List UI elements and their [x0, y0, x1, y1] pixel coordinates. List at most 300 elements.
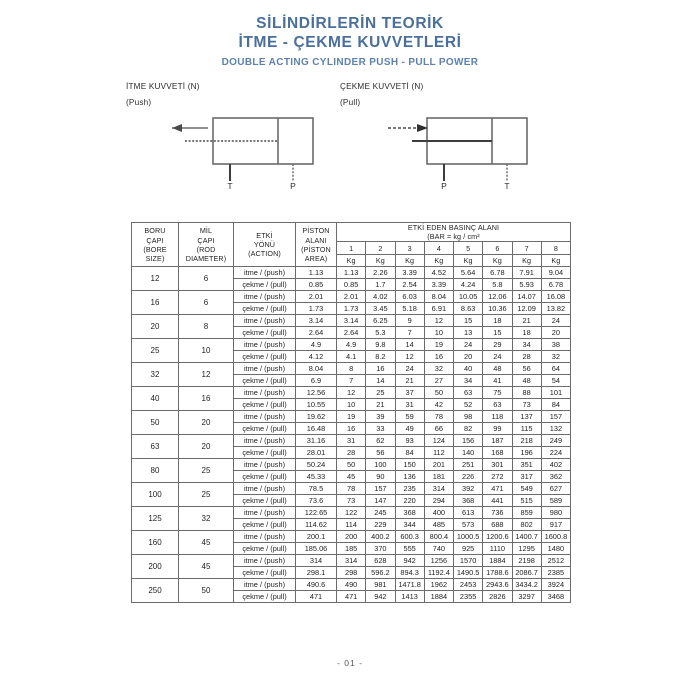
cell-rod-diameter: 20 [179, 435, 234, 459]
cell-push-bar-3: 37 [395, 387, 424, 399]
cell-push-bar-4: 124 [424, 435, 453, 447]
cell-pull-bar-6: 1788.6 [483, 567, 512, 579]
cell-piston-area-push: 3.14 [296, 315, 337, 327]
cell-pull-bar-3: 555 [395, 543, 424, 555]
cell-push-bar-1: 4.9 [337, 339, 366, 351]
cell-bore-size: 12 [132, 267, 179, 291]
cell-piston-area-push: 31.16 [296, 435, 337, 447]
cell-pull-bar-3: 220 [395, 495, 424, 507]
cell-action-push: itme / (push) [234, 459, 296, 471]
cell-pull-bar-3: 5.18 [395, 303, 424, 315]
cell-push-bar-5: 5.64 [454, 267, 483, 279]
cell-piston-area-push: 122.65 [296, 507, 337, 519]
cell-push-bar-6: 6.78 [483, 267, 512, 279]
cell-pull-bar-8: 362 [541, 471, 570, 483]
cell-action-pull: çekme / (pull) [234, 327, 296, 339]
cell-pull-bar-6: 99 [483, 423, 512, 435]
cell-push-bar-6: 48 [483, 363, 512, 375]
pull-cylinder-drawing [340, 109, 590, 189]
cell-push-bar-7: 351 [512, 459, 541, 471]
header-pressure-unit-3: Kg [395, 255, 424, 267]
cell-push-bar-1: 78 [337, 483, 366, 495]
cell-pull-bar-6: 24 [483, 351, 512, 363]
cell-push-bar-5: 1000.5 [454, 531, 483, 543]
push-caption-text: İTME KUVVETİ (N) [126, 82, 200, 91]
cell-pull-bar-5: 8.63 [454, 303, 483, 315]
cell-pull-bar-7: 5.93 [512, 279, 541, 291]
header-pressure-unit-7: Kg [512, 255, 541, 267]
cell-piston-area-push: 314 [296, 555, 337, 567]
cell-push-bar-3: 1471.8 [395, 579, 424, 591]
cell-action-push: itme / (push) [234, 363, 296, 375]
cell-action-push: itme / (push) [234, 291, 296, 303]
cell-push-bar-3: 6.03 [395, 291, 424, 303]
cell-pull-bar-1: 28 [337, 447, 366, 459]
header-action-line2: YÖNÜ [253, 240, 276, 250]
header-row-main [132, 223, 571, 242]
cell-push-bar-8: 249 [541, 435, 570, 447]
cell-pull-bar-8: 54 [541, 375, 570, 387]
cell-push-bar-7: 218 [512, 435, 541, 447]
cell-pull-bar-5: 573 [454, 519, 483, 531]
cell-pull-bar-3: 7 [395, 327, 424, 339]
cell-piston-area-pull: 1.73 [296, 303, 337, 315]
cell-pull-bar-8: 2385 [541, 567, 570, 579]
cell-push-bar-4: 12 [424, 315, 453, 327]
cell-pull-bar-1: 10 [337, 399, 366, 411]
cell-pull-bar-8: 6.78 [541, 279, 570, 291]
cell-piston-area-pull: 114.62 [296, 519, 337, 531]
cell-push-bar-1: 200 [337, 531, 366, 543]
cell-action-push: itme / (push) [234, 339, 296, 351]
cell-push-bar-1: 50 [337, 459, 366, 471]
cell-push-bar-1: 31 [337, 435, 366, 447]
cell-piston-area-pull: 73.6 [296, 495, 337, 507]
cell-push-bar-5: 156 [454, 435, 483, 447]
cell-action-pull: çekme / (pull) [234, 519, 296, 531]
cell-action-pull: çekme / (pull) [234, 279, 296, 291]
cell-action-pull: çekme / (pull) [234, 447, 296, 459]
cell-push-bar-8: 38 [541, 339, 570, 351]
cell-pull-bar-4: 1192.4 [424, 567, 453, 579]
table-header [132, 223, 571, 267]
cell-pull-bar-4: 6.91 [424, 303, 453, 315]
cell-pull-bar-7: 3297 [512, 591, 541, 603]
cell-rod-diameter: 20 [179, 411, 234, 435]
cell-rod-diameter: 45 [179, 555, 234, 579]
cell-pull-bar-3: 84 [395, 447, 424, 459]
table-row [132, 555, 571, 567]
header-pressure-col-1: 1 [337, 242, 366, 255]
cell-pull-bar-7: 73 [512, 399, 541, 411]
cell-bore-size: 80 [132, 459, 179, 483]
cell-piston-area-pull: 4.12 [296, 351, 337, 363]
cell-rod-diameter: 25 [179, 459, 234, 483]
cell-pull-bar-6: 688 [483, 519, 512, 531]
cell-push-bar-1: 2.01 [337, 291, 366, 303]
cell-push-bar-8: 16.08 [541, 291, 570, 303]
cell-pull-bar-2: 21 [366, 399, 395, 411]
cell-push-bar-4: 800.4 [424, 531, 453, 543]
cell-push-bar-4: 32 [424, 363, 453, 375]
cylinder-force-table [131, 222, 571, 603]
cell-pull-bar-5: 368 [454, 495, 483, 507]
cell-rod-diameter: 10 [179, 339, 234, 363]
header-pressure-col-8: 8 [541, 242, 570, 255]
cell-piston-area-pull: 0.85 [296, 279, 337, 291]
page-number: - 01 - [337, 658, 363, 668]
table-row [132, 387, 571, 399]
cell-push-bar-5: 251 [454, 459, 483, 471]
cell-push-bar-8: 980 [541, 507, 570, 519]
cell-piston-area-push: 2.01 [296, 291, 337, 303]
cell-push-bar-6: 75 [483, 387, 512, 399]
cell-action-push: itme / (push) [234, 387, 296, 399]
cell-push-bar-2: 157 [366, 483, 395, 495]
cell-push-bar-5: 613 [454, 507, 483, 519]
cell-rod-diameter: 45 [179, 531, 234, 555]
cell-push-bar-3: 150 [395, 459, 424, 471]
table-row [132, 291, 571, 303]
cell-pull-bar-1: 16 [337, 423, 366, 435]
cell-push-bar-7: 21 [512, 315, 541, 327]
header-pressure-unit-6: Kg [483, 255, 512, 267]
cell-action-pull: çekme / (pull) [234, 591, 296, 603]
cell-pull-bar-8: 917 [541, 519, 570, 531]
header-rod-line4: DIAMETER) [185, 253, 227, 263]
cell-pull-bar-5: 4.24 [454, 279, 483, 291]
cell-pull-bar-2: 3.45 [366, 303, 395, 315]
cell-piston-area-pull: 185.06 [296, 543, 337, 555]
cell-push-bar-7: 137 [512, 411, 541, 423]
cell-pull-bar-5: 34 [454, 375, 483, 387]
cell-push-bar-2: 16 [366, 363, 395, 375]
cell-pull-bar-2: 33 [366, 423, 395, 435]
cell-pull-bar-2: 5.3 [366, 327, 395, 339]
cell-pull-bar-4: 294 [424, 495, 453, 507]
cell-action-push: itme / (push) [234, 315, 296, 327]
cell-push-bar-6: 301 [483, 459, 512, 471]
cell-pull-bar-3: 2.54 [395, 279, 424, 291]
cell-bore-size: 125 [132, 507, 179, 531]
cell-pull-bar-8: 3468 [541, 591, 570, 603]
cell-pull-bar-8: 13.82 [541, 303, 570, 315]
title-line-2: İTME - ÇEKME KUVVETLERİ [238, 34, 462, 51]
cell-pull-bar-8: 224 [541, 447, 570, 459]
table-row [132, 339, 571, 351]
cell-pull-bar-2: 14 [366, 375, 395, 387]
cell-push-bar-3: 368 [395, 507, 424, 519]
cell-piston-area-push: 200.1 [296, 531, 337, 543]
cell-pull-bar-8: 589 [541, 495, 570, 507]
header-pressure-col-7: 7 [512, 242, 541, 255]
cell-push-bar-8: 9.04 [541, 267, 570, 279]
cell-push-bar-6: 12.06 [483, 291, 512, 303]
cell-push-bar-7: 56 [512, 363, 541, 375]
force-table-container [131, 222, 570, 603]
cell-pull-bar-7: 515 [512, 495, 541, 507]
cell-rod-diameter: 16 [179, 387, 234, 411]
cell-pull-bar-4: 485 [424, 519, 453, 531]
cell-pull-bar-7: 18 [512, 327, 541, 339]
table-row [132, 459, 571, 471]
cell-push-bar-1: 19 [337, 411, 366, 423]
cell-push-bar-3: 942 [395, 555, 424, 567]
cell-pull-bar-6: 10.36 [483, 303, 512, 315]
cell-action-pull: çekme / (pull) [234, 543, 296, 555]
cell-pull-bar-2: 942 [366, 591, 395, 603]
cell-action-push: itme / (push) [234, 507, 296, 519]
cell-rod-diameter: 6 [179, 267, 234, 291]
cell-pull-bar-8: 32 [541, 351, 570, 363]
table-row [132, 363, 571, 375]
cell-pull-bar-6: 1110 [483, 543, 512, 555]
cell-pull-bar-5: 925 [454, 543, 483, 555]
cell-piston-area-pull: 6.9 [296, 375, 337, 387]
cell-pull-bar-6: 5.8 [483, 279, 512, 291]
cell-push-bar-8: 3924 [541, 579, 570, 591]
cell-action-pull: çekme / (pull) [234, 303, 296, 315]
cell-rod-diameter: 25 [179, 483, 234, 507]
cell-push-bar-5: 24 [454, 339, 483, 351]
table-row [132, 507, 571, 519]
table-row [132, 411, 571, 423]
cell-pull-bar-6: 168 [483, 447, 512, 459]
cell-action-pull: çekme / (pull) [234, 495, 296, 507]
cell-push-bar-1: 3.14 [337, 315, 366, 327]
cell-push-bar-2: 4.02 [366, 291, 395, 303]
cell-push-bar-8: 627 [541, 483, 570, 495]
header-pressure-col-3: 3 [395, 242, 424, 255]
cell-push-bar-3: 93 [395, 435, 424, 447]
cell-pull-bar-4: 1884 [424, 591, 453, 603]
cell-pull-bar-8: 20 [541, 327, 570, 339]
table-row [132, 531, 571, 543]
cell-bore-size: 32 [132, 363, 179, 387]
cell-pull-bar-8: 132 [541, 423, 570, 435]
cell-pull-bar-2: 1.7 [366, 279, 395, 291]
cell-pull-bar-1: 4.1 [337, 351, 366, 363]
cell-push-bar-3: 9 [395, 315, 424, 327]
header-pressure-unit-1: Kg [337, 255, 366, 267]
header-rod-line1: MİL [199, 226, 213, 236]
cell-push-bar-2: 9.8 [366, 339, 395, 351]
cell-pull-bar-4: 42 [424, 399, 453, 411]
header-action [234, 223, 296, 267]
cell-push-bar-4: 8.04 [424, 291, 453, 303]
cell-rod-diameter: 50 [179, 579, 234, 603]
cell-push-bar-4: 400 [424, 507, 453, 519]
cell-pull-bar-2: 229 [366, 519, 395, 531]
cell-pull-bar-7: 802 [512, 519, 541, 531]
cell-pull-bar-2: 56 [366, 447, 395, 459]
page-title [0, 0, 700, 72]
cell-rod-diameter: 8 [179, 315, 234, 339]
cell-push-bar-5: 10.05 [454, 291, 483, 303]
header-pressure-col-6: 6 [483, 242, 512, 255]
cell-push-bar-5: 15 [454, 315, 483, 327]
cell-push-bar-5: 40 [454, 363, 483, 375]
cell-push-bar-3: 24 [395, 363, 424, 375]
cell-push-bar-3: 14 [395, 339, 424, 351]
cell-bore-size: 40 [132, 387, 179, 411]
cell-pull-bar-1: 7 [337, 375, 366, 387]
cell-push-bar-1: 122 [337, 507, 366, 519]
cell-push-bar-3: 59 [395, 411, 424, 423]
header-pressure-unit-4: Kg [424, 255, 453, 267]
cell-push-bar-7: 2198 [512, 555, 541, 567]
cell-push-bar-5: 98 [454, 411, 483, 423]
cell-push-bar-5: 392 [454, 483, 483, 495]
cell-push-bar-2: 39 [366, 411, 395, 423]
cell-pull-bar-8: 84 [541, 399, 570, 411]
page-footer [0, 658, 700, 668]
pull-port-left-label: P [441, 181, 447, 189]
cell-push-bar-7: 88 [512, 387, 541, 399]
cell-action-push: itme / (push) [234, 267, 296, 279]
header-pressure-col-2: 2 [366, 242, 395, 255]
cell-push-bar-8: 157 [541, 411, 570, 423]
cylinder-diagrams [0, 80, 700, 190]
pull-caption-text: ÇEKME KUVVETİ (N) [340, 82, 424, 91]
cell-pull-bar-4: 3.39 [424, 279, 453, 291]
table-row [132, 267, 571, 279]
cell-push-bar-6: 1884 [483, 555, 512, 567]
cell-piston-area-push: 50.24 [296, 459, 337, 471]
cell-pull-bar-7: 2086.7 [512, 567, 541, 579]
cell-pull-bar-3: 344 [395, 519, 424, 531]
title-line-1: SİLİNDİRLERİN TEORİK [256, 15, 444, 32]
cell-pull-bar-7: 28 [512, 351, 541, 363]
cell-action-pull: çekme / (pull) [234, 423, 296, 435]
cell-push-bar-5: 63 [454, 387, 483, 399]
table-row [132, 483, 571, 495]
cell-pull-bar-4: 112 [424, 447, 453, 459]
header-pressure-unit-8: Kg [541, 255, 570, 267]
pull-port-right-label: T [504, 181, 510, 189]
header-pressure-group-line2: (BAR = kg / cm² [427, 232, 480, 242]
cell-bore-size: 20 [132, 315, 179, 339]
cell-push-bar-2: 25 [366, 387, 395, 399]
cell-push-bar-4: 1962 [424, 579, 453, 591]
cell-action-pull: çekme / (pull) [234, 471, 296, 483]
cell-pull-bar-1: 73 [337, 495, 366, 507]
cell-push-bar-3: 235 [395, 483, 424, 495]
cell-push-bar-4: 50 [424, 387, 453, 399]
cell-action-pull: çekme / (pull) [234, 399, 296, 411]
cell-push-bar-2: 6.25 [366, 315, 395, 327]
cell-push-bar-2: 100 [366, 459, 395, 471]
header-piston-line2: ALANI [305, 235, 327, 245]
cell-pull-bar-3: 31 [395, 399, 424, 411]
cell-pull-bar-5: 2355 [454, 591, 483, 603]
header-pressure-col-5: 5 [454, 242, 483, 255]
cell-pull-bar-6: 441 [483, 495, 512, 507]
cell-push-bar-6: 736 [483, 507, 512, 519]
cell-pull-bar-6: 2826 [483, 591, 512, 603]
cell-push-bar-6: 118 [483, 411, 512, 423]
cell-push-bar-1: 1.13 [337, 267, 366, 279]
push-port-right-label: P [290, 181, 296, 189]
cell-push-bar-7: 34 [512, 339, 541, 351]
cell-push-bar-2: 981 [366, 579, 395, 591]
cell-push-bar-7: 14.07 [512, 291, 541, 303]
cell-push-bar-8: 24 [541, 315, 570, 327]
cell-piston-area-push: 12.56 [296, 387, 337, 399]
cell-piston-area-pull: 28.01 [296, 447, 337, 459]
pull-cylinder-diagram [340, 80, 590, 190]
cell-pull-bar-2: 8.2 [366, 351, 395, 363]
cell-pull-bar-4: 16 [424, 351, 453, 363]
cell-pull-bar-2: 147 [366, 495, 395, 507]
cell-push-bar-6: 1200.6 [483, 531, 512, 543]
cell-pull-bar-6: 15 [483, 327, 512, 339]
header-action-line3: (ACTION) [248, 249, 281, 259]
cell-push-bar-3: 3.39 [395, 267, 424, 279]
cell-pull-bar-7: 196 [512, 447, 541, 459]
cell-pull-bar-3: 49 [395, 423, 424, 435]
cell-action-push: itme / (push) [234, 531, 296, 543]
header-bore-line2: ÇAPI [146, 235, 164, 245]
cell-action-push: itme / (push) [234, 483, 296, 495]
cell-piston-area-push: 490.6 [296, 579, 337, 591]
cell-piston-area-push: 19.62 [296, 411, 337, 423]
header-piston-line4: AREA) [304, 253, 328, 263]
push-cylinder-drawing [126, 109, 376, 189]
cell-push-bar-8: 101 [541, 387, 570, 399]
table-row [132, 315, 571, 327]
cell-action-pull: çekme / (pull) [234, 351, 296, 363]
table-body [132, 267, 571, 603]
cell-rod-diameter: 12 [179, 363, 234, 387]
cell-push-bar-7: 3434.2 [512, 579, 541, 591]
cell-action-push: itme / (push) [234, 555, 296, 567]
cell-pull-bar-3: 136 [395, 471, 424, 483]
cell-pull-bar-5: 52 [454, 399, 483, 411]
cell-pull-bar-5: 140 [454, 447, 483, 459]
cell-push-bar-8: 64 [541, 363, 570, 375]
cell-piston-area-pull: 471 [296, 591, 337, 603]
cell-push-bar-8: 2512 [541, 555, 570, 567]
cell-action-push: itme / (push) [234, 579, 296, 591]
cell-pull-bar-4: 10 [424, 327, 453, 339]
table-row [132, 435, 571, 447]
header-pressure-col-4: 4 [424, 242, 453, 255]
cell-push-bar-7: 549 [512, 483, 541, 495]
table-row [132, 579, 571, 591]
header-bore-size [132, 223, 179, 267]
header-bore-line3: (BORE [143, 244, 167, 254]
cell-push-bar-2: 2.26 [366, 267, 395, 279]
header-rod-line2: ÇAPI [197, 235, 215, 245]
cell-action-pull: çekme / (pull) [234, 375, 296, 387]
cell-pull-bar-7: 48 [512, 375, 541, 387]
cell-bore-size: 16 [132, 291, 179, 315]
cell-piston-area-pull: 10.55 [296, 399, 337, 411]
cell-pull-bar-2: 370 [366, 543, 395, 555]
cell-action-push: itme / (push) [234, 435, 296, 447]
header-piston-area [296, 223, 337, 267]
cell-pull-bar-6: 41 [483, 375, 512, 387]
cell-pull-bar-3: 12 [395, 351, 424, 363]
cell-push-bar-7: 7.91 [512, 267, 541, 279]
cell-pull-bar-5: 226 [454, 471, 483, 483]
header-bore-line1: BORU [144, 226, 166, 236]
header-pressure-group-line1: ETKİ EDEN BASINÇ ALANI [407, 223, 500, 232]
cell-piston-area-push: 8.04 [296, 363, 337, 375]
cell-piston-area-push: 78.5 [296, 483, 337, 495]
cell-pull-bar-3: 894.3 [395, 567, 424, 579]
